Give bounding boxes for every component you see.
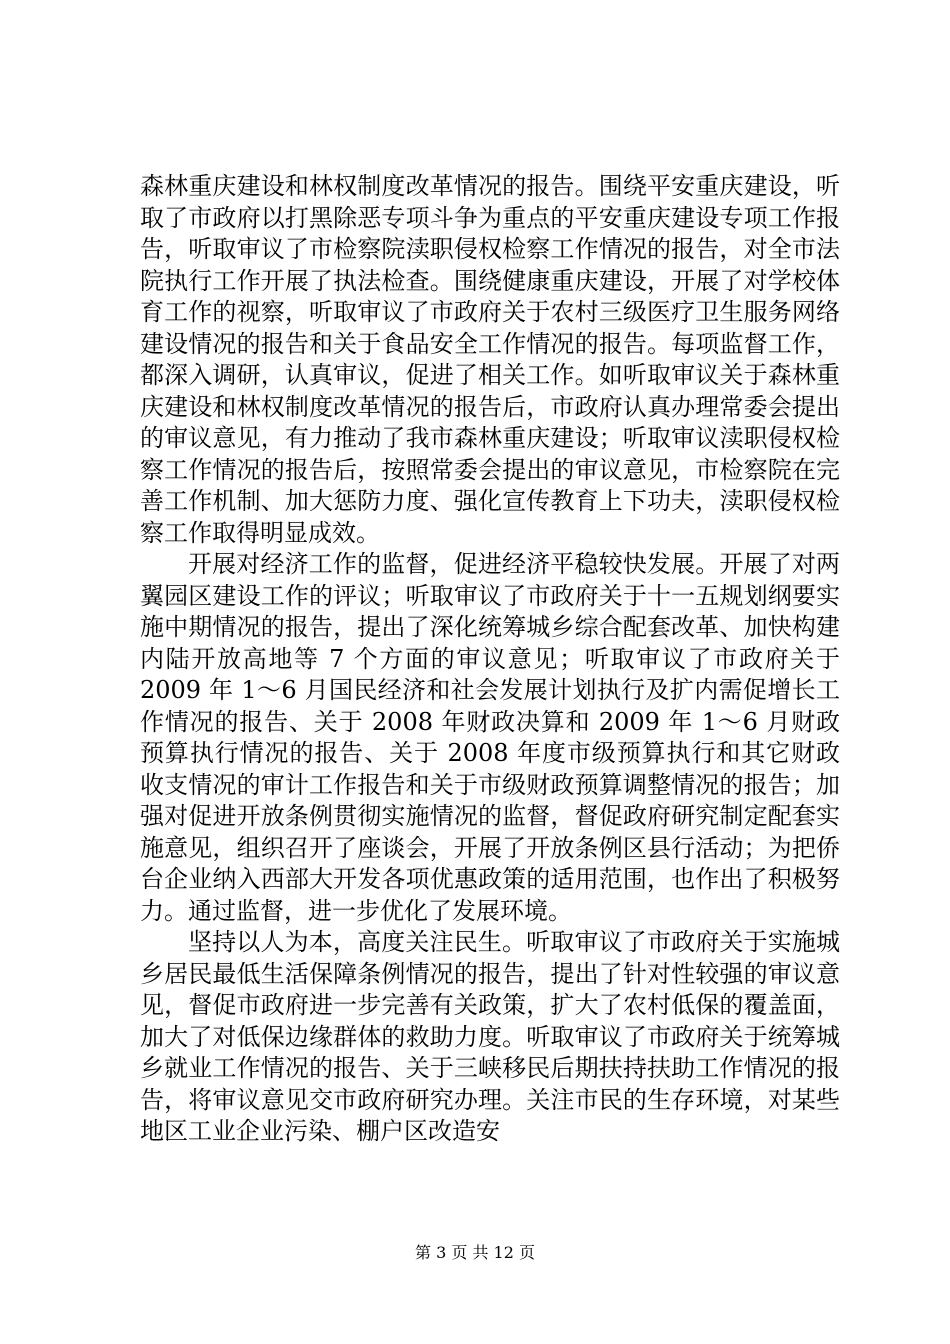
paragraph-continued: 森林重庆建设和林权制度改革情况的报告。围绕平安重庆建设，听取了市政府以打黑除恶专项斗争为重点的平安重庆建设专项工作报告，听取审议了市检察院渎职侵权检察工作情况的报告，对全市法院执行工作开展了执法检查。围绕健康重庆建设，开展了对学校体育工作的视察，听取审议了市政府关于农村三级医疗卫生服务网络建设情况的报告和关于食品安全工作情况的报告。每项监督工作，都深入调研，认真审议，促进了相关工作。如听取审议关于森林重庆建设和林权制度改革情况的报告后，市政府认真办理常委会提出的审议意见，有力推动了我市森林重庆建设；听取审议渎职侵权检察工作情况的报告后，按照常委会提出的审议意见，市检察院在完善工作机制、加大惩防力度、强化宣传教育上下功夫，渎职侵权检察工作取得明显成效。 — [140, 172, 840, 547]
paragraph-economic-supervision: 开展对经济工作的监督，促进经济平稳较快发展。开展了对两翼园区建设工作的评议；听取审议了市政府关于十一五规划纲要实施中期情况的报告，提出了深化统筹城乡综合配套改革、加快构建内陆开放高地等 7 个方面的审议意见；听取审议了市政府关于 2009 年 1～6 月国民经济和社会发展计划执行及扩内需促增长工作情况的报告、关于 2008 年财政决算和 2009 年 1～6 月财政预算执行情况的报告、关于 2008 年度市级预算执行和其它财政收支情况的审计工作报告和关于市级财政预算调整情况的报告；加强对促进开放条例贯彻实施情况的监督，督促政府研究制定配套实施意见，组织召开了座谈会，开展了开放条例区县行活动；为把侨台企业纳入西部大开发各项优惠政策的适用范围，也作出了积极努力。通过监督，进一步优化了发展环境。 — [140, 550, 848, 925]
paragraph-livelihood: 坚持以人为本，高度关注民生。听取审议了市政府关于实施城乡居民最低生活保障条例情况的报告，提出了针对性较强的审议意见，督促市政府进一步完善有关政策，扩大了农村低保的覆盖面，加大了对低保边缘群体的救助力度。听取审议了市政府关于统筹城乡就业工作情况的报告、关于三峡移民后期扶持扶助工作情况的报告，将审议意见交市政府研究办理。关注市民的生存环境，对某些地区工业企业污染、棚户区改造安 — [140, 928, 840, 1145]
document-body — [140, 171, 848, 1148]
page-number-footer: 第 3 页 共 12 页 — [415, 1243, 535, 1262]
